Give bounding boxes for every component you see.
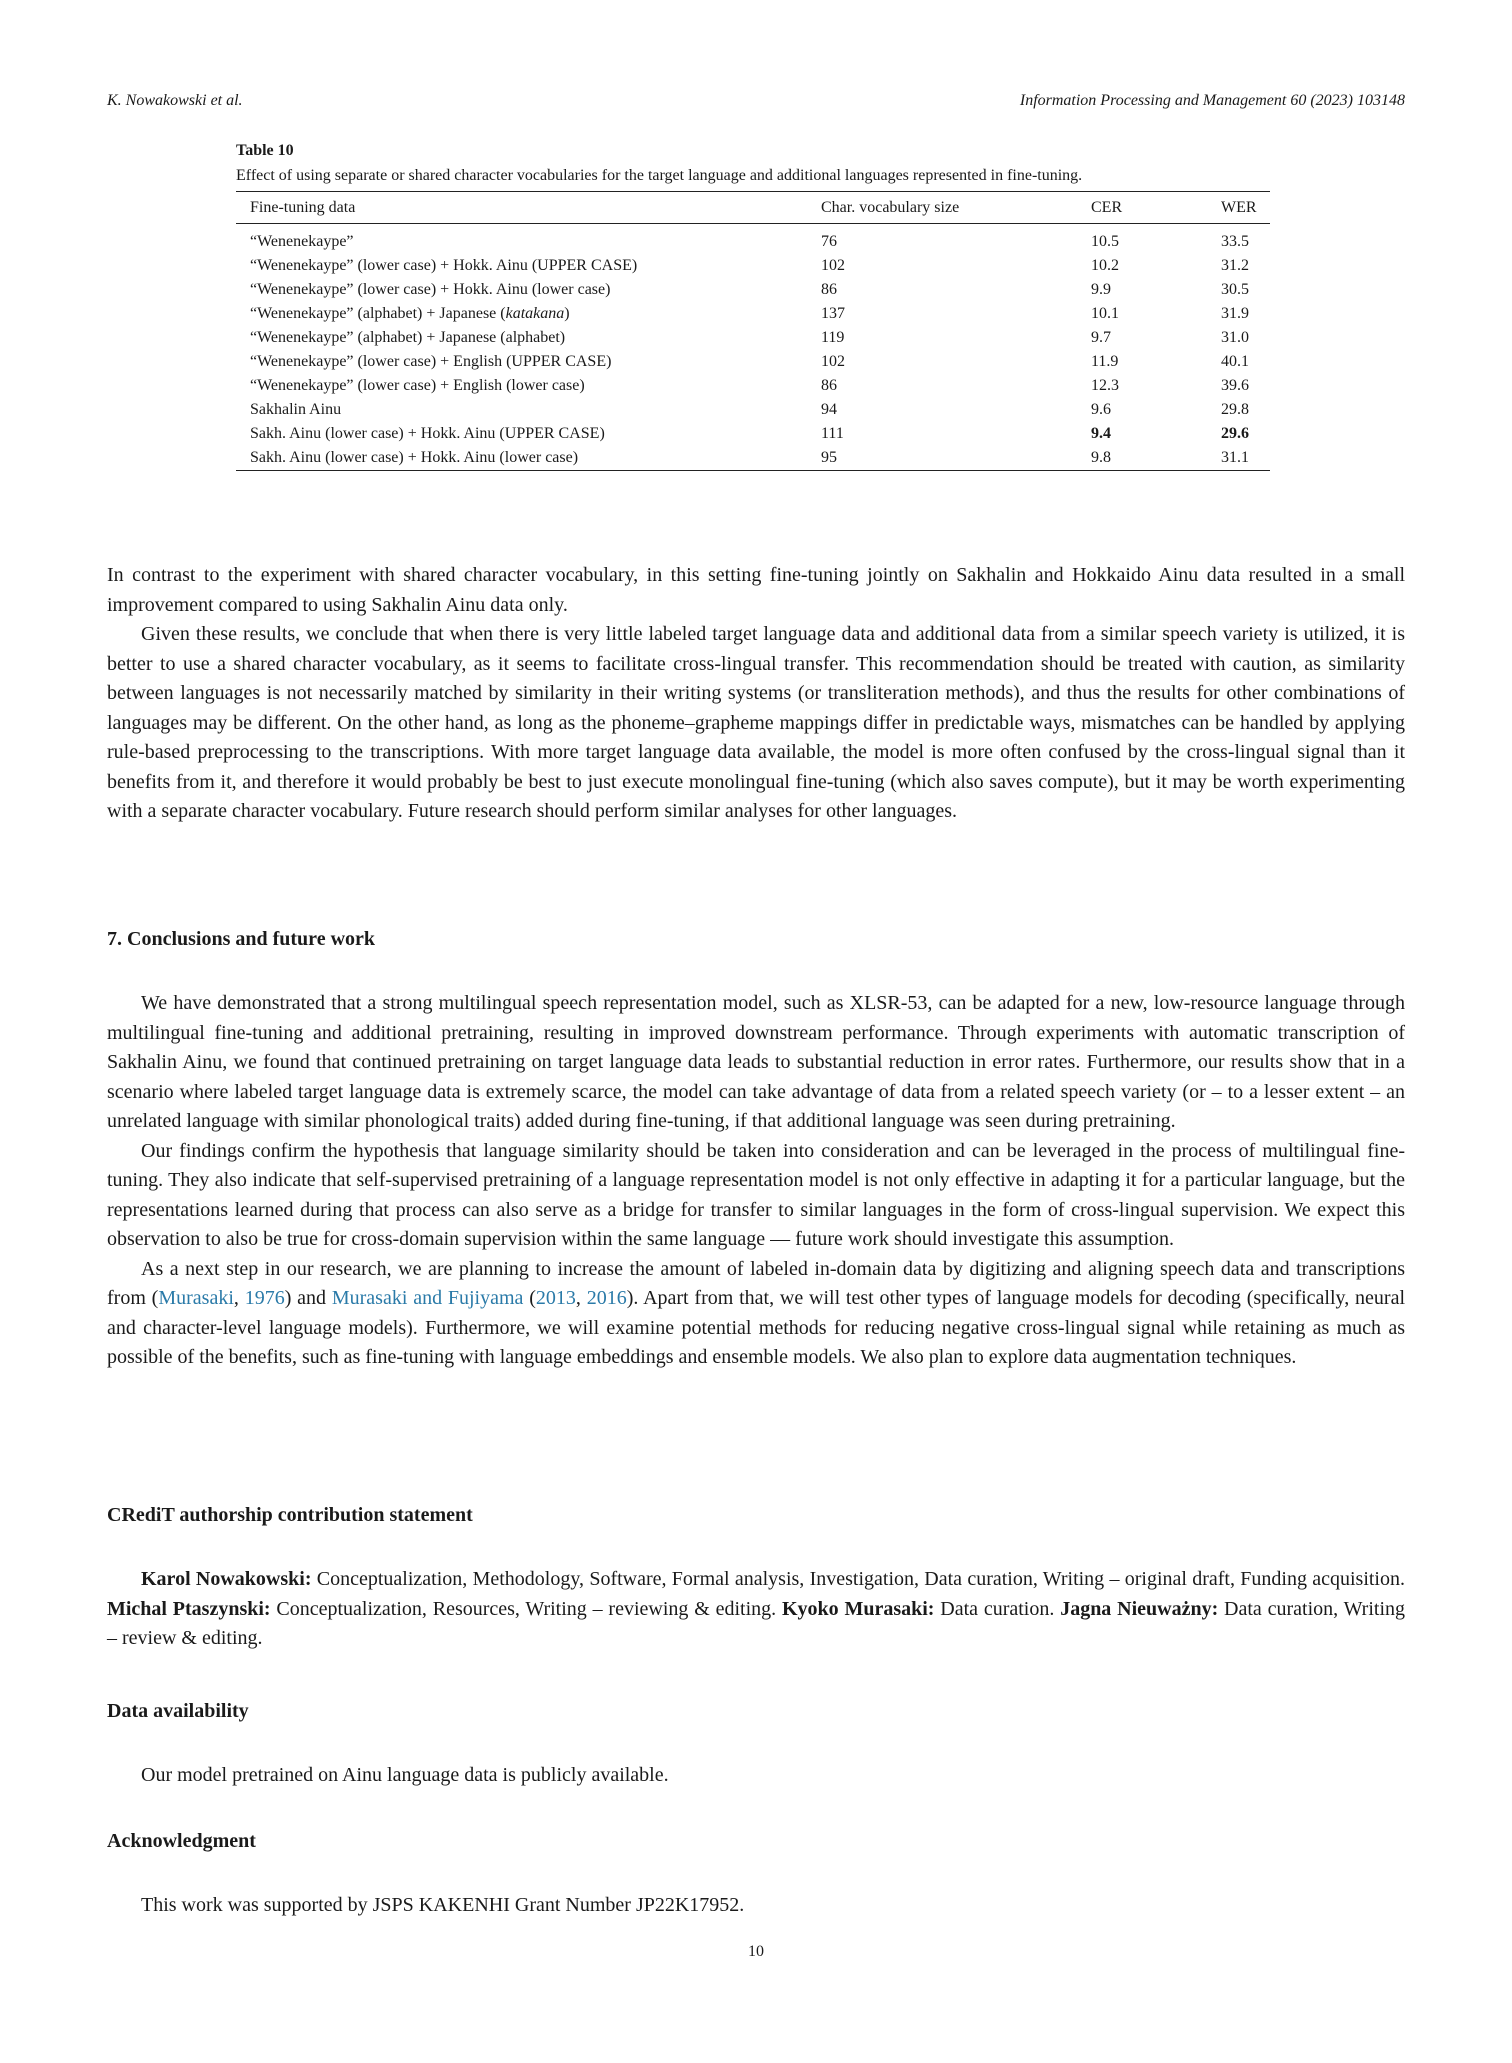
- cell-cer: 10.1: [1091, 305, 1119, 322]
- section-number: 7.: [107, 928, 122, 950]
- paragraph: Our findings confirm the hypothesis that language similarity should be taken into consideration and can be leveraged in the process of multilingual fine-tuning. They also indicate that self-supervised pretraining of a language representation model is not only effective in adapting it for a particular language, but the representations learned during that process can also serve as a bridge for transfer to similar languages in the form of cross-lingual supervision. We expect this observation to also be true for cross-domain supervision within the same language — future work should investigate this assumption.: [107, 1139, 1405, 1250]
- cell-data: Sakhalin Ainu: [250, 401, 342, 418]
- cell-vocab: 86: [821, 281, 837, 298]
- results-table: [236, 191, 1270, 471]
- col-header-wer: WER: [1221, 199, 1257, 216]
- author-name: Karol Nowakowski:: [141, 1568, 312, 1590]
- text-run: (: [523, 1287, 536, 1309]
- citation-link-1976[interactable]: 1976: [244, 1287, 285, 1309]
- cell-vocab: 111: [821, 425, 844, 442]
- paragraph: [107, 1255, 1405, 1373]
- cell-wer-best: 29.6: [1221, 425, 1249, 442]
- cell-vocab: 102: [821, 257, 845, 274]
- cell-wer: 31.0: [1221, 329, 1249, 346]
- cell-data-emphasis: katakana: [505, 305, 565, 322]
- cell-data: “Wenenekaype” (lower case) + Hokk. Ainu (UPPER CASE): [250, 257, 638, 274]
- cell-data-post: ): [564, 305, 570, 322]
- cell-wer: 29.8: [1221, 401, 1249, 418]
- cell-data-pre: “Wenenekaype” (alphabet) + Japanese (: [250, 305, 506, 322]
- cell-data: “Wenenekaype” (alphabet) + Japanese (alphabet): [250, 329, 566, 346]
- citation-link-murasaki-fujiyama[interactable]: Murasaki and Fujiyama: [331, 1287, 524, 1309]
- author-roles: Data curation, Writing – review & editing.: [107, 1597, 1406, 1649]
- cell-vocab: 76: [821, 233, 837, 250]
- cell-cer: 9.8: [1091, 449, 1111, 466]
- cell-data: [236, 302, 821, 326]
- paragraph: This work was supported by JSPS KAKENHI Grant Number JP22K17952.: [141, 1894, 745, 1916]
- paragraph: Our model pretrained on Ainu language data is publicly available.: [141, 1764, 669, 1786]
- table-row: [236, 254, 1270, 278]
- cell-cer: 12.3: [1091, 377, 1119, 394]
- text-run: As a next step in our research, we are planning to increase the amount of labeled in-domain data by digitizing and aligning speech data and transcriptions from (: [107, 1257, 1405, 1309]
- table-row: [236, 326, 1270, 350]
- cell-wer: 39.6: [1221, 377, 1249, 394]
- running-head: [107, 92, 1405, 110]
- paragraph: [107, 1565, 1405, 1654]
- cell-vocab: 94: [821, 401, 837, 418]
- cell-cer: 11.9: [1091, 353, 1119, 370]
- cell-data: “Wenenekaype” (lower case) + English (UPPER CASE): [250, 353, 612, 370]
- author-name: Jagna Nieuważny:: [1060, 1597, 1219, 1620]
- col-header-vocab-size: Char. vocabulary size: [821, 199, 960, 216]
- paragraph: In contrast to the experiment with shared character vocabulary, in this setting fine-tuning jointly on Sakhalin and Hokkaido Ainu data resulted in a small improvement compared to using Sakhalin Ainu data only.: [107, 564, 1405, 616]
- citation-link-2013[interactable]: 2013: [535, 1287, 576, 1309]
- cell-wer: 40.1: [1221, 353, 1249, 370]
- author-roles: Conceptualization, Methodology, Software, Formal analysis, Investigation, Data curation, Writing – original draft, Funding acquisition.: [311, 1568, 1405, 1590]
- cell-wer: 30.5: [1221, 281, 1249, 298]
- text-run: ) and: [284, 1287, 332, 1309]
- table-row: [236, 446, 1270, 471]
- table-row: [236, 278, 1270, 302]
- text-run: ,: [575, 1287, 587, 1309]
- section-heading-conclusions: [107, 925, 1405, 955]
- citation-link-2016[interactable]: 2016: [586, 1287, 627, 1309]
- table-10: [236, 142, 1270, 471]
- table-row: [236, 224, 1270, 255]
- table-row: [236, 398, 1270, 422]
- paragraph: We have demonstrated that a strong multilingual speech representation model, such as XLSR-53, can be adapted for a new, low-resource language through multilingual fine-tuning and additional pretraining, resulting in improved downstream performance. Through experiments with automatic transcription of Sakhalin Ainu, we found that continued pretraining on target language data leads to substantial reduction in error rates. Furthermore, our results show that in a scenario where labeled target language data is extremely scarce, the model can take advantage of data from a related speech variety (or – to a lesser extent – an unrelated language with similar phonological traits) added during fine-tuning, if that additional language was seen during pretraining.: [107, 992, 1405, 1132]
- cell-vocab: 95: [821, 449, 837, 466]
- cell-data: Sakh. Ainu (lower case) + Hokk. Ainu (lower case): [250, 449, 579, 466]
- cell-wer: 33.5: [1221, 233, 1249, 250]
- header-authors: K. Nowakowski et al.: [107, 92, 243, 109]
- author-roles: Conceptualization, Resources, Writing – reviewing & editing.: [270, 1597, 782, 1620]
- text-run: ,: [233, 1287, 245, 1309]
- header-journal: Information Processing and Management 60 (2023) 103148: [1019, 92, 1405, 109]
- table-row: [236, 374, 1270, 398]
- cell-vocab: 86: [821, 377, 837, 394]
- paragraph: Given these results, we conclude that when there is very little labeled target language data and additional data from a similar speech variety is utilized, it is better to use a shared character vocabulary, as it seems to facilitate cross-lingual transfer. This recommendation should be treated with caution, as similarity between languages is not necessarily matched by similarity in their writing systems (or transliteration methods), and thus the results for other combinations of languages may be different. On the other hand, as long as the phoneme–grapheme mappings differ in predictable ways, mismatches can be handled by applying rule-based preprocessing to the transcriptions. With more target language data available, the model is more often confused by the cross-lingual signal than it benefits from it, and therefore it would probably be best to just execute monolingual fine-tuning (which also saves compute), but it may be worth experimenting with a separate character vocabulary. Future research should perform similar analyses for other languages.: [107, 623, 1405, 822]
- cell-vocab: 137: [821, 305, 845, 322]
- cell-wer: 31.9: [1221, 305, 1249, 322]
- cell-cer: 9.9: [1091, 281, 1111, 298]
- section-title: Conclusions and future work: [127, 928, 376, 950]
- text-run: ). Apart from that, we will test other types of language models for decoding (specifically, neural and character-level language models). Furthermore, we will examine potential methods for reducing negative cross-lingual signal while retaining as much as possible of the benefits, such as fine-tuning with language embeddings and ensemble models. We also plan to explore data augmentation techniques.: [107, 1287, 1406, 1368]
- cell-vocab: 119: [821, 329, 845, 346]
- cell-vocab: 102: [821, 353, 845, 370]
- cell-data: “Wenenekaype” (lower case) + English (lower case): [250, 377, 585, 394]
- cell-cer-best: 9.4: [1091, 425, 1111, 442]
- cell-cer: 10.5: [1091, 233, 1119, 250]
- table-row: [236, 422, 1270, 446]
- cell-cer: 9.6: [1091, 401, 1111, 418]
- col-header-fine-tuning-data: Fine-tuning data: [250, 199, 356, 216]
- cell-data: “Wenenekaype”: [250, 233, 354, 250]
- acknowledgment-block: [107, 1891, 1405, 1921]
- table-row: [236, 302, 1270, 326]
- author-roles: Data curation.: [934, 1597, 1061, 1620]
- table-label: Table 10: [236, 142, 294, 159]
- table-header-row: [236, 192, 1270, 224]
- cell-wer: 31.2: [1221, 257, 1249, 274]
- table-row: [236, 350, 1270, 374]
- data-availability-block: [107, 1761, 1405, 1791]
- cell-data: Sakh. Ainu (lower case) + Hokk. Ainu (UPPER CASE): [250, 425, 605, 442]
- body-text-block: [107, 561, 1405, 827]
- section-heading-acknowledgment: Acknowledgment: [107, 1830, 256, 1852]
- page-number: 10: [748, 1943, 764, 1960]
- conclusions-block: [107, 989, 1405, 1373]
- cell-wer: 31.1: [1221, 449, 1249, 466]
- author-name: Kyoko Murasaki:: [781, 1597, 935, 1620]
- citation-link-murasaki[interactable]: Murasaki: [158, 1287, 234, 1309]
- credit-block: [107, 1565, 1405, 1654]
- table-caption: Effect of using separate or shared character vocabularies for the target language and additional languages represented in fine-tuning.: [236, 167, 1083, 184]
- cell-cer: 10.2: [1091, 257, 1119, 274]
- col-header-cer: CER: [1091, 199, 1123, 216]
- section-heading-data-availability: Data availability: [107, 1700, 249, 1722]
- section-heading-credit: CRediT authorship contribution statement: [107, 1504, 473, 1526]
- author-name: Michal Ptaszynski:: [107, 1597, 271, 1620]
- cell-cer: 9.7: [1091, 329, 1111, 346]
- cell-data: “Wenenekaype” (lower case) + Hokk. Ainu (lower case): [250, 281, 611, 298]
